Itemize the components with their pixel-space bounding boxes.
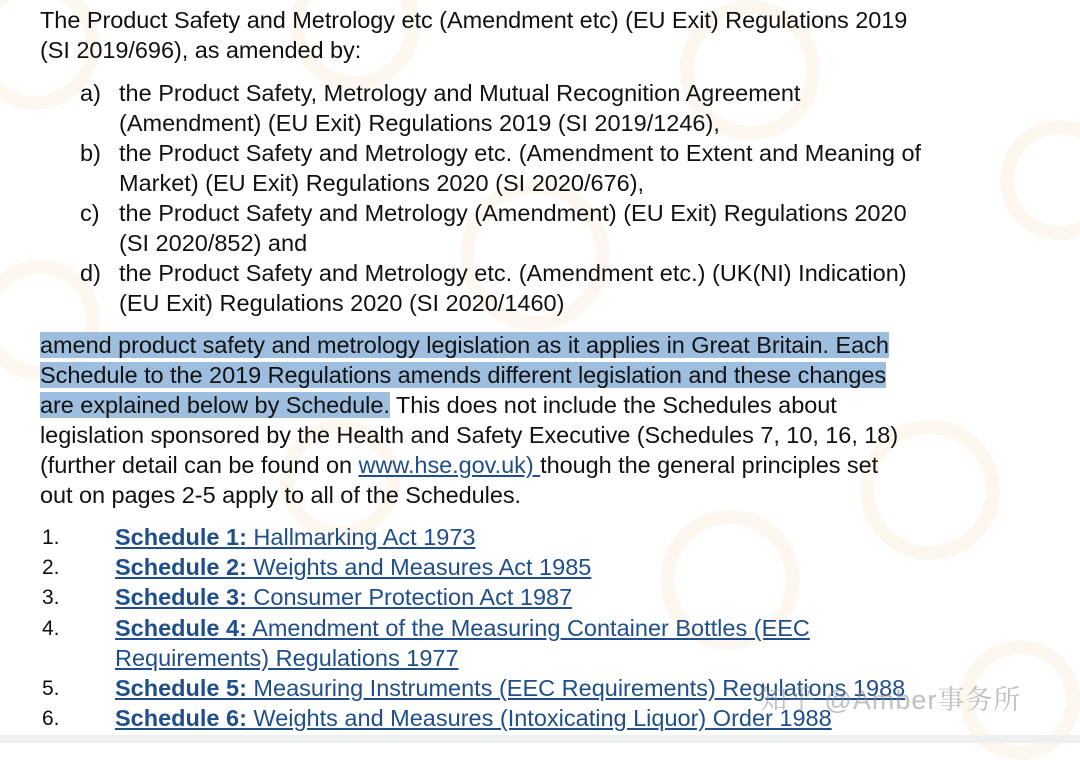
amendment-label: a) [80,80,101,106]
paragraph-line[interactable] [40,390,837,420]
schedule-number: 3. [42,586,60,609]
paragraph-text: (further detail can be found on [40,452,359,478]
watermark-ring [1000,120,1080,240]
schedule-link-4[interactable]: Schedule 4: Amendment of the Measuring Container Bottles (EEC [115,615,810,641]
selected-text[interactable]: are explained below by Schedule. [40,392,390,418]
schedule-link-4-cont[interactable]: Requirements) Regulations 1977 [115,645,459,671]
intro-line-1: The Product Safety and Metrology etc (Amendment etc) (EU Exit) Regulations 2019 [40,7,908,33]
amendment-label: b) [80,140,101,166]
selected-text[interactable]: amend product safety and metrology legislation as it applies in Great Britain. Each [40,332,889,358]
schedule-number: 4. [42,617,60,640]
paragraph-line[interactable] [40,360,886,390]
schedule-number: 1. [42,526,60,549]
schedule-number: 6. [42,707,60,730]
paragraph-text: though the general principles set [540,452,879,478]
amendment-item-text: Market) (EU Exit) Regulations 2020 (SI 2020/676), [119,170,645,196]
amendment-item-text: (Amendment) (EU Exit) Regulations 2019 (SI 2019/1246), [119,110,720,136]
schedule-number: 5. [42,677,60,700]
amendment-item-text: (SI 2020/852) and [119,230,308,256]
hse-link[interactable]: www.hse.gov.uk) [358,452,541,478]
amendment-label: d) [80,260,101,286]
paragraph-line: legislation sponsored by the Health and Safety Executive (Schedules 7, 10, 16, 18) [40,422,899,448]
paragraph-line[interactable] [40,330,889,360]
schedule-number: 2. [42,556,60,579]
paragraph-text: This does not include the Schedules about [389,392,837,418]
source-watermark: 知乎 @Amber事务所 [760,685,1022,715]
schedule-link-2[interactable]: Schedule 2: Weights and Measures Act 1985 [115,554,592,580]
amendment-item-text: the Product Safety and Metrology (Amendment) (EU Exit) Regulations 2020 [119,200,907,226]
bottom-edge [0,735,1080,743]
schedule-link-6[interactable]: Schedule 6: Weights and Measures (Intoxicating Liquor) Order 1988 [115,705,832,731]
schedule-link-5[interactable]: Schedule 5: Measuring Instruments (EEC Requirements) Regulations 1988 [115,675,906,701]
amendment-item-text: the Product Safety and Metrology etc. (Amendment to Extent and Meaning of [119,140,922,166]
amendment-item-text: the Product Safety and Metrology etc. (Amendment etc.) (UK(NI) Indication) [119,260,907,286]
amendment-item-text: the Product Safety, Metrology and Mutual Recognition Agreement [119,80,801,106]
paragraph-line [40,450,878,480]
amendment-label: c) [80,200,100,226]
intro-line-2: (SI 2019/696), as amended by: [40,37,362,63]
selected-text[interactable]: Schedule to the 2019 Regulations amends different legislation and these changes [40,362,887,388]
schedule-link-1[interactable]: Schedule 1: Hallmarking Act 1973 [115,524,476,550]
amendment-item-text: (EU Exit) Regulations 2020 (SI 2020/1460) [119,290,565,316]
schedule-link-3[interactable]: Schedule 3: Consumer Protection Act 1987 [115,584,573,610]
paragraph-line: out on pages 2-5 apply to all of the Schedules. [40,482,522,508]
